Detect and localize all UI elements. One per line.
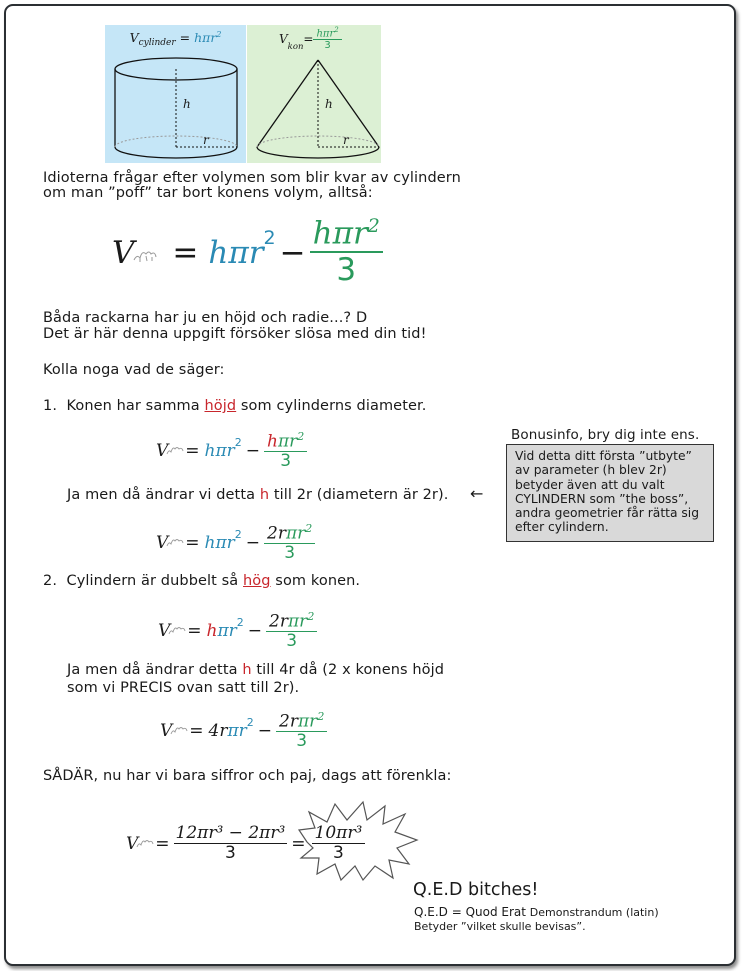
bonus-line: andra geometrier får rätta sig: [515, 506, 700, 521]
item2-text: 2. Cylindern är dubbelt så hög som konen.: [43, 573, 361, 589]
cone-panel: [247, 25, 381, 163]
kolla-text: Kolla noga vad de säger:: [43, 362, 225, 378]
cylinder-radius-label: r: [203, 133, 209, 147]
cylinder-diagram: [105, 25, 246, 163]
cone-diagram: [247, 25, 381, 163]
item1-note: Ja men då ändrar vi detta h till 2r (diametern är 2r).: [67, 487, 449, 503]
final-formula: V = $\frac{\text{12πr³ − 2πr³}}{3}$ = $\frac{\text{10πr³}}{3}$: [126, 818, 365, 870]
item2-formula-b: V = 4r πr $^2$ − $\frac{2r\pi r^2}{3}$: [160, 706, 327, 756]
bonus-title: Bonusinfo, bry dig inte ens.: [511, 427, 700, 443]
item1-formula-a: V = hπr $^2$ − $\frac{h\pi r^2}{3}$: [156, 426, 307, 476]
result-numerator: 10πr³: [312, 824, 366, 844]
bonus-line: betyder även att du valt: [515, 477, 665, 492]
item1-formula-b: V = hπr $^2$ − $\frac{2r\pi r^2}{3}$: [156, 518, 315, 568]
cylinder-height-label: h: [183, 97, 191, 111]
item1-text: 1. Konen har samma höjd som cylinderns diameter.: [43, 398, 427, 414]
paragraph2-line-1: Båda rackarna har ju en höjd och radie...? D: [43, 310, 368, 326]
sadar-text: SÅDÄR, nu har vi bara siffror och paj, dags att förenkla:: [43, 768, 452, 784]
bonus-line: Vid detta ditt första ”utbyte”: [515, 449, 692, 463]
cylinder-panel: [105, 25, 246, 163]
paragraph2-line-2: Det är här denna uppgift försöker slösa med din tid!: [43, 326, 427, 342]
doodle-icon: [166, 533, 184, 553]
item2-note-line-1: Ja men då ändrar detta h till 4r då (2 x konens höjd: [67, 662, 445, 678]
doodle-icon: [136, 834, 154, 854]
cone-height-label: h: [325, 97, 333, 111]
doodle-icon: [170, 721, 188, 741]
item2-note-line-2: som vi PRECIS ovan satt till 2r).: [67, 680, 300, 696]
doodle-icon: [132, 235, 158, 271]
bonus-line: CYLINDERN som ”the boss”,: [515, 491, 689, 506]
item2-formula-a: V = h πr $^2$ − $\frac{2r\pi r^2}{3}$: [158, 606, 317, 656]
bonus-box: [506, 444, 714, 542]
cylinder-formula: $V_{cylinder} = h\pi r^2$: [129, 30, 222, 49]
main-formula: V = hπr $^2$ − $\frac{h\pi r^2}{3}$: [112, 215, 383, 290]
result-denominator: 3: [332, 843, 344, 864]
bonus-line: av parameter (h blev 2r): [515, 463, 667, 478]
intro-line-1: Idioterna frågar efter volymen som blir kvar av cylindern: [43, 170, 461, 186]
arrow-left-icon: ←: [470, 484, 484, 503]
qed-line-2: Betyder ”vilket skulle bevisas”.: [414, 920, 586, 933]
doodle-icon: [168, 621, 186, 641]
intro-line-2: om man ”poff” tar bort konens volym, alltså:: [43, 185, 373, 201]
cone-radius-label: r: [343, 133, 349, 147]
qed-line-1: Q.E.D = Quod Erat Demonstrandum (latin): [414, 905, 659, 919]
doodle-icon: [166, 441, 184, 461]
bonus-line: efter cylindern.: [515, 520, 609, 535]
cone-formula: V kon = $\frac{h\pi r^2}{3}$: [279, 27, 342, 52]
qed-title: Q.E.D bitches!: [413, 880, 539, 900]
